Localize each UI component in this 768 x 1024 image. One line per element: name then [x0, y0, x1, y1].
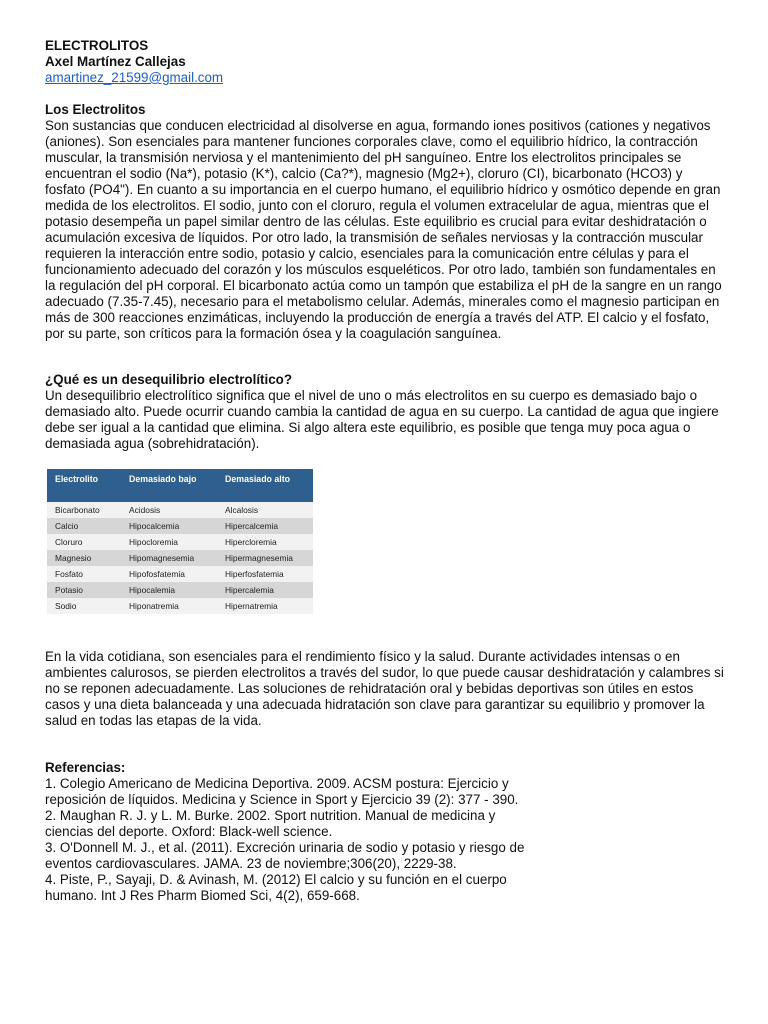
- cell-electrolito: Bicarbonato: [47, 502, 121, 518]
- cell-bajo: Acidosis: [121, 502, 217, 518]
- cell-bajo: Hipofosfatemia: [121, 566, 217, 582]
- section-body-vida-cotidiana: En la vida cotidiana, son esenciales para el rendimiento físico y la salud. Durante actividades intensas o en ambientes calurosos, se pierden electrolitos a través del sudor, lo que puede causar deshidratación y calambres si no se reponen adecuadamente. Las soluciones de rehidratación oral y bebidas deportivas son útiles en estos casos y una dieta balanceada y una adecuada hidratación son clave para garantizar su equilibrio y promover la salud en todas las etapas de la vida.: [45, 649, 724, 728]
- reference-item: 4. Piste, P., Sayaji, D. & Avinash, M. (2012) El calcio y su función en el cuerpo humano. Int J Res Pharm Biomed Sci, 4(2), 659-668.: [45, 872, 507, 903]
- author-email-link[interactable]: amartinez_21599@gmail.com: [45, 70, 224, 85]
- electrolyte-table: [47, 469, 313, 614]
- cell-bajo: Hipocalcemia: [121, 518, 217, 534]
- references-list: [45, 776, 545, 904]
- cell-alto: Hipernatremia: [217, 598, 313, 614]
- cell-alto: Hipercloremia: [217, 534, 313, 550]
- cell-electrolito: Calcio: [47, 518, 121, 534]
- cell-alto: Hiperfosfatemia: [217, 566, 313, 582]
- doc-title: ELECTROLITOS: [45, 38, 149, 53]
- cell-electrolito: Fosfato: [47, 566, 121, 582]
- cell-alto: Hipercalcemia: [217, 518, 313, 534]
- col-header-alto: Demasiado alto: [217, 469, 313, 502]
- cell-electrolito: Sodio: [47, 598, 121, 614]
- table-row: [47, 566, 313, 582]
- reference-item: 1. Colegio Americano de Medicina Deportiva. 2009. ACSM postura: Ejercicio y reposición de líquidos. Medicina y Science in Sport y Ejercicio 39 (2): 377 - 390.: [45, 776, 519, 807]
- cell-alto: Alcalosis: [217, 502, 313, 518]
- references-heading: Referencias:: [45, 760, 126, 775]
- table-row: [47, 598, 313, 614]
- table-row: [47, 502, 313, 518]
- section-body-desequilibrio: Un desequilibrio electrolítico significa que el nivel de uno o más electrolitos en su cuerpo es demasiado bajo o demasiado alto. Puede ocurrir cuando cambia la cantidad de agua en su cuerpo. La cantidad de agua que ingiere debe ser igual a la cantidad que elimina. Si algo altera este equilibrio, es posible que tenga muy poca agua o demasiada agua (sobrehidratación).: [45, 388, 719, 451]
- cell-bajo: Hiponatremia: [121, 598, 217, 614]
- cell-bajo: Hipomagnesemia: [121, 550, 217, 566]
- section-heading-desequilibrio: ¿Qué es un desequilibrio electrolítico?: [45, 372, 293, 387]
- reference-item: 2. Maughan R. J. y L. M. Burke. 2002. Sport nutrition. Manual de medicina y ciencias del deporte. Oxford: Black-well science.: [45, 808, 496, 839]
- cell-electrolito: Cloruro: [47, 534, 121, 550]
- cell-alto: Hipermagnesemia: [217, 550, 313, 566]
- table-row: [47, 534, 313, 550]
- author-name: Axel Martínez Callejas: [45, 54, 186, 69]
- table-row: [47, 518, 313, 534]
- table-row: [47, 550, 313, 566]
- cell-bajo: Hipocloremia: [121, 534, 217, 550]
- section-body-electrolitos: Son sustancias que conducen electricidad al disolverse en agua, formando iones positivos (cationes y negativos (aniones). Son esenciales para mantener funciones corporales clave, como el equilibrio hídrico, la contracción muscular, la transmisión nerviosa y el mantenimiento del pH sanguíneo. Entre los electrolitos principales se encuentran el sodio (Na*), potasio (K*), calcio (Ca?*), magnesio (Mg2+), cloruro (CI), bicarbonato (HCO3) y fosfato (PO4"). En cuanto a su importancia en el cuerpo humano, el equilibrio hídrico y osmótico depende en gran medida de los electrolitos. El sodio, junto con el cloruro, regula el volumen extracelular de agua, mientras que el potasio desempeña un papel similar dentro de las células. Este equilibrio es crucial para evitar deshidratación o acumulación excesiva de líquidos. Por otro lado, la transmisión de señales nerviosas y la contracción muscular requieren la interacción entre sodio, potasio y calcio, esenciales para la comunicación entre células y para el funcionamiento adecuado del corazón y los músculos esqueléticos. Por otro lado, también son fundamentales en la regulación del pH corporal. El bicarbonato actúa como un tampón que estabiliza el pH de la sangre en un rango adecuado (7.35-7.45), necesario para el metabolismo celular. Además, minerales como el magnesio participan en más de 300 reacciones enzimáticas, incluyendo la producción de energía a través del ATP. El calcio y el fosfato, por su parte, son críticos para la formación ósea y la coagulación sanguínea.: [45, 118, 722, 341]
- cell-bajo: Hipocalemia: [121, 582, 217, 598]
- col-header-bajo: Demasiado bajo: [121, 469, 217, 502]
- section-heading-electrolitos: Los Electrolitos: [45, 102, 146, 117]
- reference-item: 3. O'Donnell M. J., et al. (2011). Excreción urinaria de sodio y potasio y riesgo de eventos cardiovasculares. JAMA. 23 de noviembre;306(20), 2229-38.: [45, 840, 525, 871]
- table-header-row: [47, 469, 313, 502]
- cell-electrolito: Potasio: [47, 582, 121, 598]
- table-row: [47, 582, 313, 598]
- col-header-electrolito: Electrolito: [47, 469, 121, 502]
- cell-electrolito: Magnesio: [47, 550, 121, 566]
- cell-alto: Hipercalemia: [217, 582, 313, 598]
